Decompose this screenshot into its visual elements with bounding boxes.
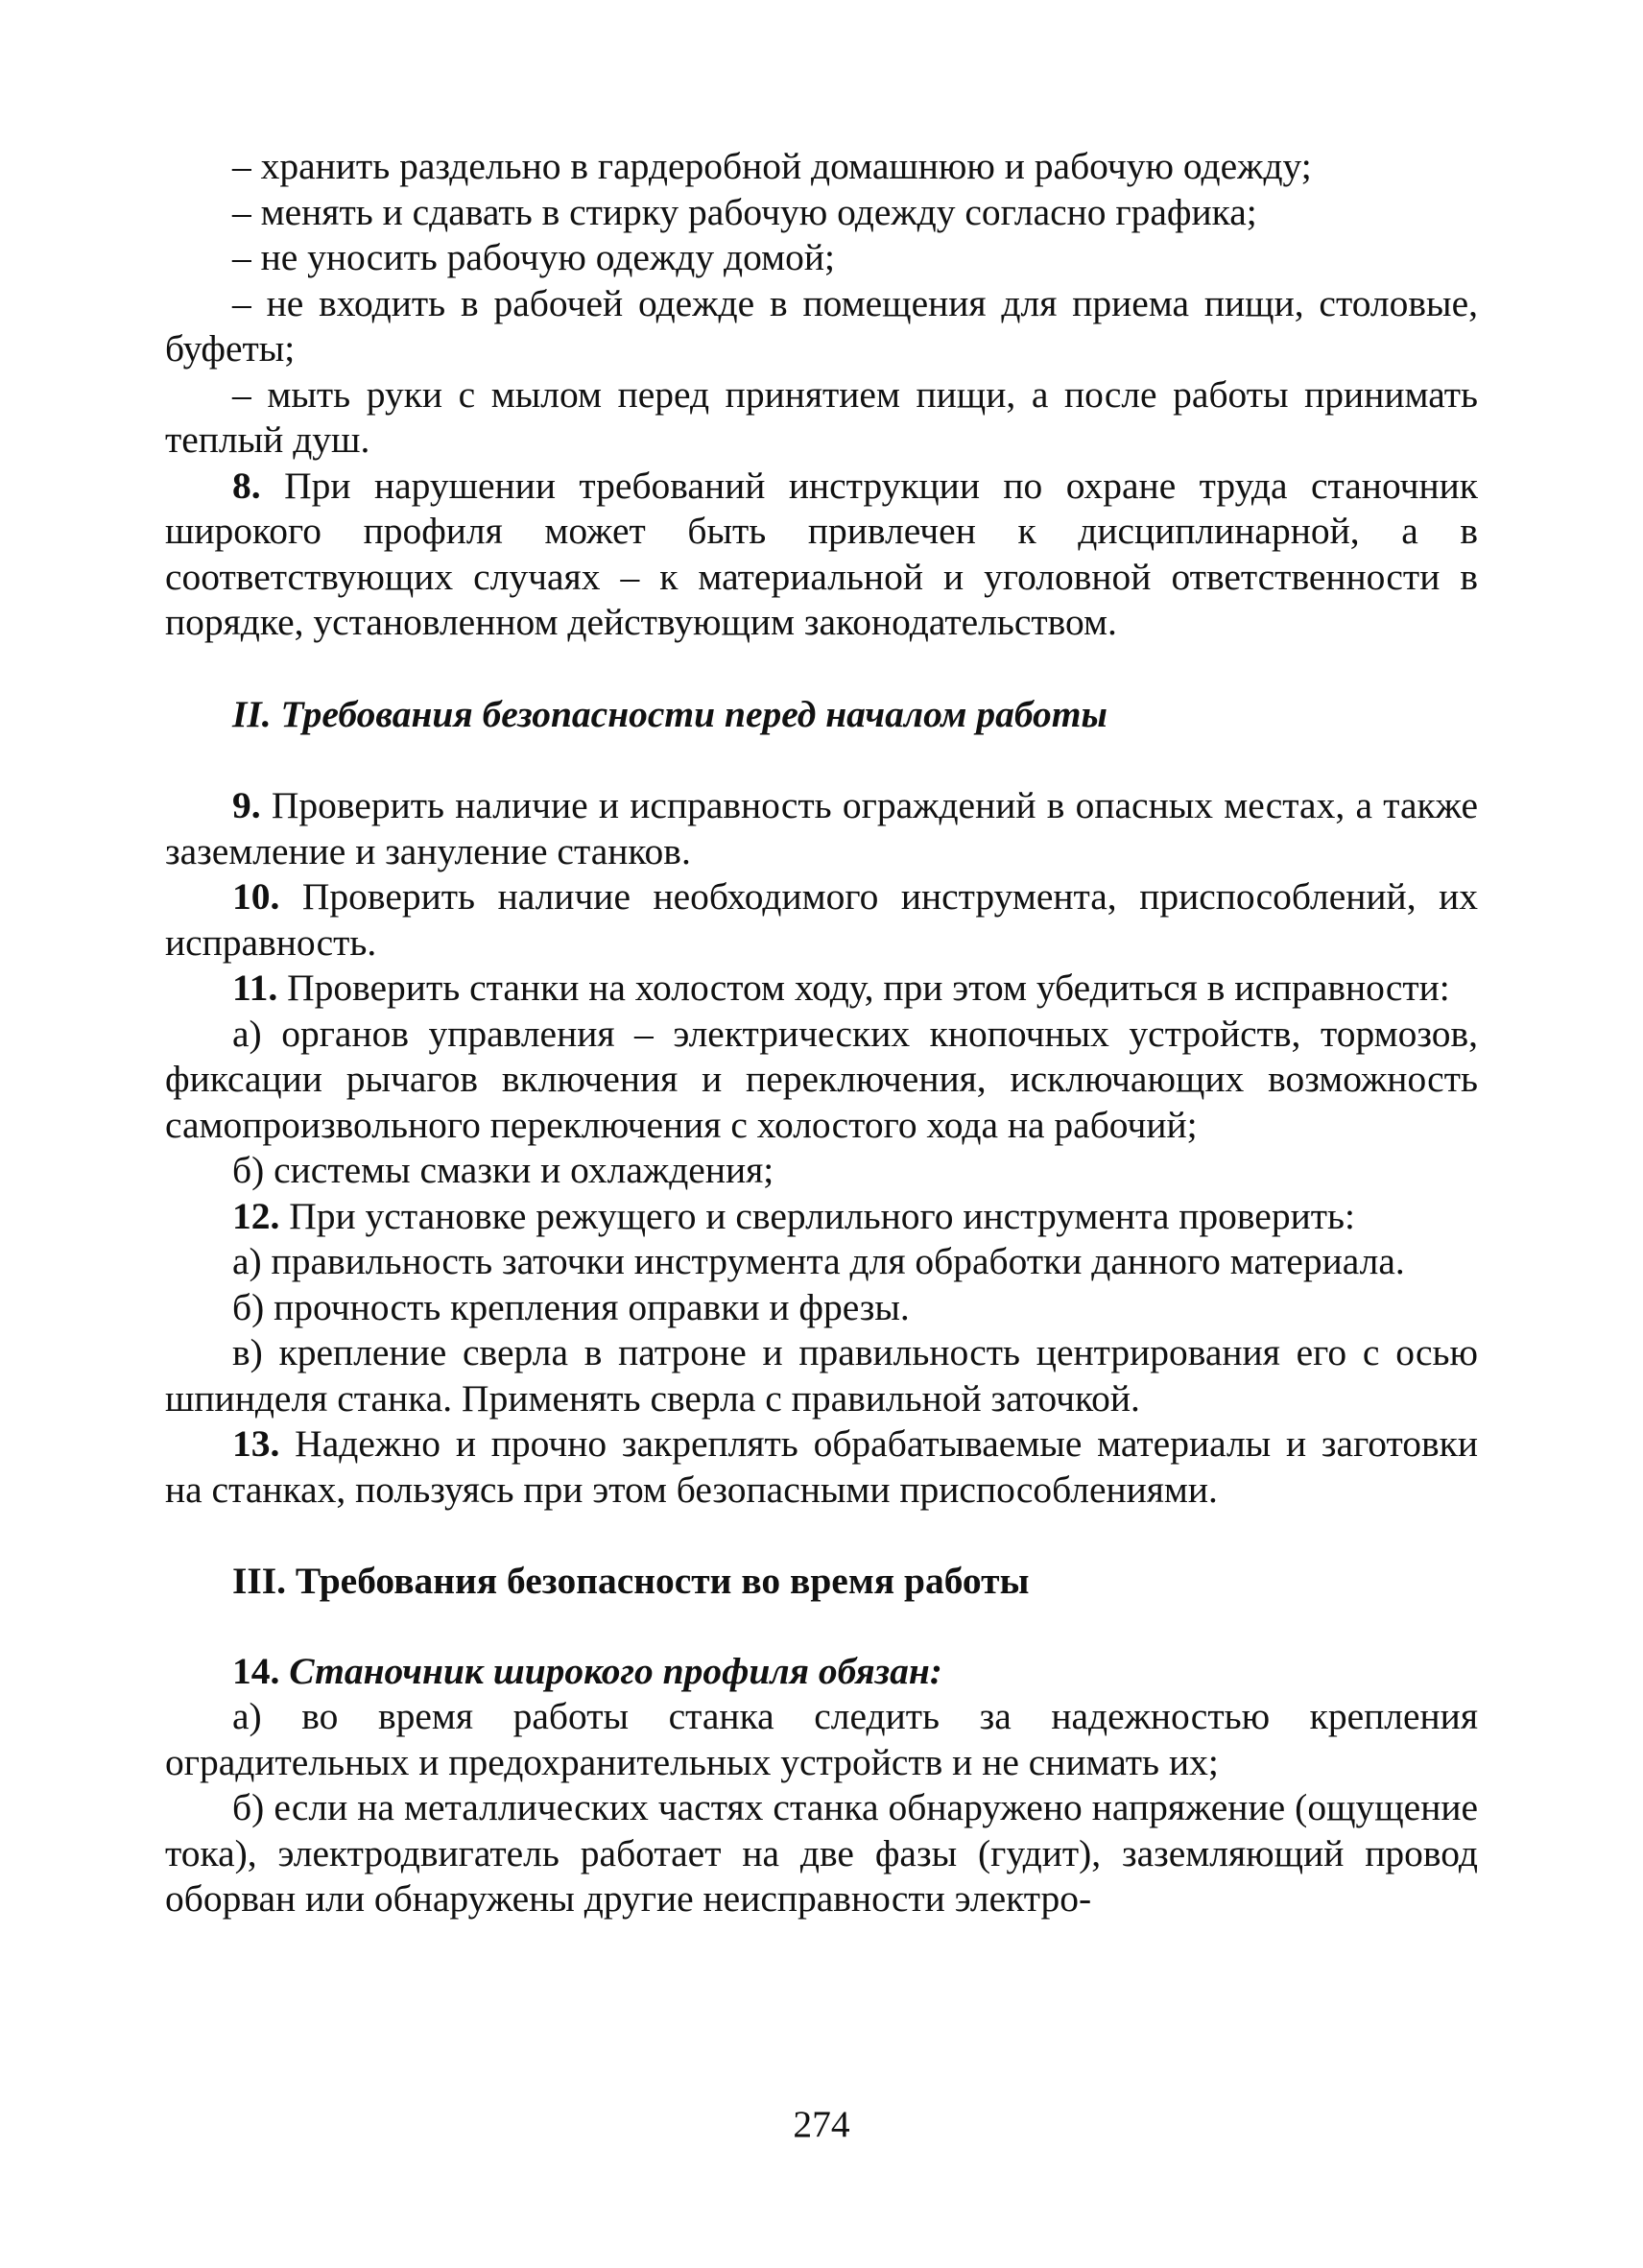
paragraph-text: Надежно и прочно закреплять обрабатываемые материалы и заготовки на станках, пользуясь при этом безопасными приспособлениями. [165,1422,1478,1511]
list-item: – мыть руки с мылом перед принятием пищи, а после работы принимать теплый душ. [165,372,1478,461]
paragraph-12 [165,1194,1478,1240]
list-item: – менять и сдавать в стирку рабочую одежду согласно графика; [232,190,1257,233]
paragraph-number: 9. [232,784,261,826]
paragraph-number: 8. [232,464,261,507]
paragraph-number: 10. [232,875,280,918]
paragraph-text: Проверить станки на холостом ходу, при этом убедиться в исправности: [277,967,1450,1009]
paragraph-13 [165,1421,1478,1513]
subitem: а) правильность заточки инструмента для обработки данного материала. [232,1240,1405,1282]
paragraph-text: Проверить наличие необходимого инструмента, приспособлений, их исправность. [165,875,1478,964]
subitem: а) во время работы станка следить за надежностью крепления оградительных и предохранительных устройств и не снимать их; [165,1695,1478,1783]
paragraph-number: 11. [232,967,278,1009]
document-page [165,144,1478,1922]
paragraph-11 [165,966,1478,1012]
paragraph-number: 14. [232,1649,280,1692]
paragraph-text: При установке режущего и сверлильного инструмента проверить: [279,1194,1355,1237]
paragraph-text: При нарушении требований инструкции по охране труда станочник широкого профиля может быть привлечен к дисциплинарной, а в соответствующих случаях – к материальной и уголовной ответственности в порядке, установленном действующим законодательством. [165,464,1478,643]
page-number: 274 [793,2103,850,2145]
list-item: – не уносить рабочую одежду домой; [232,236,835,278]
paragraph-text: Проверить наличие и исправность ограждений в опасных местах, а также заземление и зануление станков. [165,784,1478,872]
list-item: – не входить в рабочей одежде в помещения для приема пищи, столовые, буфеты; [165,281,1478,370]
subitem: а) органов управления – электрических кнопочных устройств, тормозов, фиксации рычагов включения и переключения, исключающих возможность самопроизвольного переключения с холостого хода на рабочий; [165,1012,1478,1146]
section-heading: II. Требования безопасности перед началом работы [232,692,1107,735]
subitem: в) крепление сверла в патроне и правильность центрирования его с осью шпинделя станка. Применять сверла с правильной заточкой. [165,1331,1478,1420]
paragraph-14 [165,1649,1478,1695]
paragraph-number: 13. [232,1422,280,1465]
section-heading: III. Требования безопасности во время работы [232,1560,1030,1602]
paragraph-number: 12. [232,1194,280,1237]
paragraph-10 [165,874,1478,966]
paragraph-8 [165,464,1478,646]
list-item: – хранить раздельно в гардеробной домашнюю и рабочую одежду; [232,145,1312,187]
subitem: б) если на металлических частях станка обнаружено напряжение (ощущение тока), электродвигатель работает на две фазы (гудит), заземляющий провод оборван или обнаружены другие неисправности электро- [165,1786,1478,1920]
paragraph-9 [165,783,1478,874]
subitem: б) прочность крепления оправки и фрезы. [232,1285,910,1328]
subitem: б) системы смазки и охлаждения; [232,1149,774,1191]
paragraph-text: Станочник широкого профиля обязан: [279,1649,942,1692]
